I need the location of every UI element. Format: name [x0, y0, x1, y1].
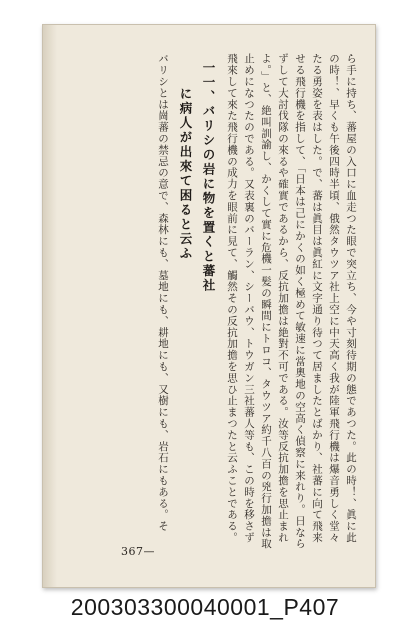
- scanned-page: [42, 24, 376, 588]
- body-paragraph: ら手に持ち、蕃屋の入口に血走つた眼で突立ち、今や寸刻待期の態であつた。此の時！、眞に此の時！、早くも午後四時半頃、俄然タウツア社上空に中天高く我が陸軍飛行機は爆音勇しく堂々たる勇姿を表はした。で、蕃は眞目は眞紅に文字通り待つて居ましたとばかり、社蕃に向て飛来せる飛行機を指して、「日本は己にかくの如く極めて敏速に當奧地の空高く偵察に来れり。日ならずして大討伐隊の來るや確實であるから、反抗加擔は絶對不可である。汝等反抗加擔を思止まれよ。」と、絶叫訓諭し、かくして實に危機一髪の瞬間にトロコ、タウツア約千八百の兇行加擔は取止めになつたのである。又表裏のバーラン、シーバウ、トウガン三社蕃人等も、この時を移さず飛來して來た飛行機の成力を眼前に見て、觸然その反抗加擔を思ひ止まつたと云ふことである。: [226, 53, 357, 550]
- vertical-text-block: [113, 53, 359, 551]
- page-number: 367—: [121, 545, 155, 558]
- binding-edge: [43, 25, 57, 587]
- section-title-line-1: 一一、バリシの岩に物を置くと蕃社: [201, 61, 216, 293]
- section-body-paragraph: バリシとは崗蕃の禁忌の意で、森林にも、墓地にも、耕地にも、又樹にも、岩石にもある。そ: [157, 53, 169, 532]
- image-caption: 200303300040001_P407: [70, 594, 340, 620]
- section-title-line-2: に病人が出來て困ると云ふ: [178, 87, 193, 261]
